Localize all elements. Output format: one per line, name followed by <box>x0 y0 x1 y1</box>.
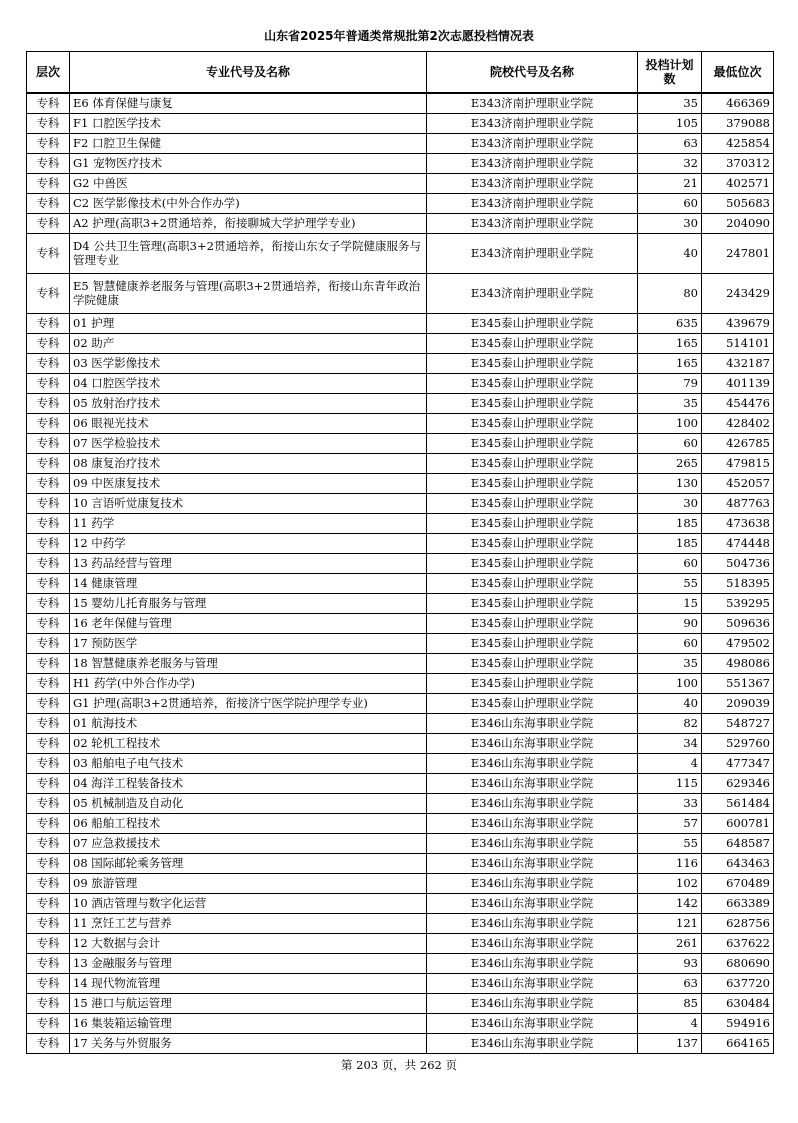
cell-level: 专科 <box>27 273 70 313</box>
table-row <box>27 933 774 953</box>
cell-major: 17 关务与外贸服务 <box>70 1033 427 1053</box>
table-row <box>27 1013 774 1033</box>
table-row <box>27 633 774 653</box>
cell-rank: 561484 <box>702 793 774 813</box>
cell-major: 01 护理 <box>70 313 427 333</box>
header-rank: 最低位次 <box>702 52 774 94</box>
cell-rank: 452057 <box>702 473 774 493</box>
cell-plan: 185 <box>638 533 702 553</box>
cell-school: E345泰山护理职业学院 <box>427 413 638 433</box>
cell-school: E346山东海事职业学院 <box>427 773 638 793</box>
cell-plan: 57 <box>638 813 702 833</box>
cell-rank: 426785 <box>702 433 774 453</box>
cell-rank: 498086 <box>702 653 774 673</box>
cell-major: 08 国际邮轮乘务管理 <box>70 853 427 873</box>
table-row <box>27 553 774 573</box>
cell-rank: 204090 <box>702 213 774 233</box>
header-school: 院校代号及名称 <box>427 52 638 94</box>
table-row <box>27 193 774 213</box>
cell-plan: 102 <box>638 873 702 893</box>
cell-school: E343济南护理职业学院 <box>427 113 638 133</box>
cell-plan: 137 <box>638 1033 702 1053</box>
table-row <box>27 653 774 673</box>
cell-level: 专科 <box>27 353 70 373</box>
cell-rank: 479815 <box>702 453 774 473</box>
cell-school: E343济南护理职业学院 <box>427 93 638 113</box>
cell-major: 01 航海技术 <box>70 713 427 733</box>
cell-school: E346山东海事职业学院 <box>427 993 638 1013</box>
cell-level: 专科 <box>27 673 70 693</box>
cell-plan: 261 <box>638 933 702 953</box>
cell-level: 专科 <box>27 693 70 713</box>
cell-major: E6 体育保健与康复 <box>70 93 427 113</box>
cell-major: 12 大数据与会计 <box>70 933 427 953</box>
table-row <box>27 813 774 833</box>
table-row <box>27 373 774 393</box>
cell-plan: 60 <box>638 193 702 213</box>
table-row <box>27 693 774 713</box>
cell-level: 专科 <box>27 113 70 133</box>
cell-major: 05 机械制造及自动化 <box>70 793 427 813</box>
table-row <box>27 913 774 933</box>
cell-plan: 85 <box>638 993 702 1013</box>
cell-major: 02 轮机工程技术 <box>70 733 427 753</box>
cell-school: E343济南护理职业学院 <box>427 233 638 273</box>
table-header-row <box>27 52 774 94</box>
cell-school: E345泰山护理职业学院 <box>427 473 638 493</box>
cell-rank: 370312 <box>702 153 774 173</box>
header-major: 专业代号及名称 <box>70 52 427 94</box>
cell-school: E343济南护理职业学院 <box>427 273 638 313</box>
cell-plan: 55 <box>638 833 702 853</box>
cell-major: 07 应急救援技术 <box>70 833 427 853</box>
cell-school: E345泰山护理职业学院 <box>427 573 638 593</box>
cell-rank: 439679 <box>702 313 774 333</box>
table-row <box>27 993 774 1013</box>
cell-level: 专科 <box>27 173 70 193</box>
cell-plan: 35 <box>638 393 702 413</box>
cell-major: G2 中兽医 <box>70 173 427 193</box>
cell-rank: 402571 <box>702 173 774 193</box>
cell-plan: 35 <box>638 93 702 113</box>
cell-major: H1 药学(中外合作办学) <box>70 673 427 693</box>
cell-school: E346山东海事职业学院 <box>427 1033 638 1053</box>
table-row <box>27 353 774 373</box>
cell-plan: 105 <box>638 113 702 133</box>
cell-level: 专科 <box>27 153 70 173</box>
cell-major: 10 酒店管理与数字化运营 <box>70 893 427 913</box>
cell-level: 专科 <box>27 373 70 393</box>
cell-rank: 247801 <box>702 233 774 273</box>
cell-major: 08 康复治疗技术 <box>70 453 427 473</box>
cell-level: 专科 <box>27 633 70 653</box>
cell-rank: 637622 <box>702 933 774 953</box>
cell-level: 专科 <box>27 653 70 673</box>
cell-major: 18 智慧健康养老服务与管理 <box>70 653 427 673</box>
table-row <box>27 313 774 333</box>
cell-rank: 473638 <box>702 513 774 533</box>
cell-level: 专科 <box>27 433 70 453</box>
cell-major: 16 老年保健与管理 <box>70 613 427 633</box>
cell-level: 专科 <box>27 753 70 773</box>
table-row <box>27 533 774 553</box>
table-row <box>27 793 774 813</box>
cell-school: E346山东海事职业学院 <box>427 793 638 813</box>
cell-school: E343济南护理职业学院 <box>427 153 638 173</box>
header-plan: 投档计划数 <box>638 52 702 94</box>
cell-rank: 539295 <box>702 593 774 613</box>
table-row <box>27 393 774 413</box>
cell-level: 专科 <box>27 953 70 973</box>
cell-school: E346山东海事职业学院 <box>427 853 638 873</box>
cell-school: E343济南护理职业学院 <box>427 193 638 213</box>
cell-plan: 93 <box>638 953 702 973</box>
cell-major: 03 船舶电子电气技术 <box>70 753 427 773</box>
cell-major: A2 护理(高职3+2贯通培养，衔接聊城大学护理学专业) <box>70 213 427 233</box>
cell-plan: 60 <box>638 633 702 653</box>
table-row <box>27 833 774 853</box>
cell-plan: 21 <box>638 173 702 193</box>
cell-level: 专科 <box>27 993 70 1013</box>
cell-rank: 600781 <box>702 813 774 833</box>
table-row <box>27 213 774 233</box>
cell-plan: 34 <box>638 733 702 753</box>
table-row <box>27 473 774 493</box>
cell-major: 05 放射治疗技术 <box>70 393 427 413</box>
cell-major: 04 口腔医学技术 <box>70 373 427 393</box>
cell-school: E345泰山护理职业学院 <box>427 493 638 513</box>
cell-major: 03 医学影像技术 <box>70 353 427 373</box>
cell-school: E345泰山护理职业学院 <box>427 313 638 333</box>
cell-plan: 82 <box>638 713 702 733</box>
table-row <box>27 93 774 113</box>
cell-rank: 432187 <box>702 353 774 373</box>
cell-major: 13 金融服务与管理 <box>70 953 427 973</box>
cell-major: G1 护理(高职3+2贯通培养，衔接济宁医学院护理学专业) <box>70 693 427 713</box>
cell-rank: 628756 <box>702 913 774 933</box>
cell-rank: 664165 <box>702 1033 774 1053</box>
cell-level: 专科 <box>27 473 70 493</box>
table-row <box>27 413 774 433</box>
cell-school: E346山东海事职业学院 <box>427 873 638 893</box>
cell-major: C2 医学影像技术(中外合作办学) <box>70 193 427 213</box>
cell-level: 专科 <box>27 213 70 233</box>
table-row <box>27 853 774 873</box>
cell-rank: 504736 <box>702 553 774 573</box>
cell-major: 10 言语听觉康复技术 <box>70 493 427 513</box>
cell-school: E346山东海事职业学院 <box>427 933 638 953</box>
cell-rank: 509636 <box>702 613 774 633</box>
cell-school: E345泰山护理职业学院 <box>427 513 638 533</box>
cell-level: 专科 <box>27 413 70 433</box>
page-number: 第 203 页，共 262 页 <box>340 1058 458 1072</box>
table-row <box>27 493 774 513</box>
cell-rank: 548727 <box>702 713 774 733</box>
cell-level: 专科 <box>27 193 70 213</box>
cell-rank: 529760 <box>702 733 774 753</box>
cell-plan: 90 <box>638 613 702 633</box>
cell-level: 专科 <box>27 453 70 473</box>
cell-plan: 79 <box>638 373 702 393</box>
cell-school: E345泰山护理职业学院 <box>427 633 638 653</box>
cell-school: E345泰山护理职业学院 <box>427 373 638 393</box>
cell-school: E346山东海事职业学院 <box>427 713 638 733</box>
cell-plan: 60 <box>638 433 702 453</box>
cell-level: 专科 <box>27 973 70 993</box>
cell-rank: 594916 <box>702 1013 774 1033</box>
cell-rank: 643463 <box>702 853 774 873</box>
table-row <box>27 133 774 153</box>
cell-major: 04 海洋工程装备技术 <box>70 773 427 793</box>
cell-school: E343济南护理职业学院 <box>427 133 638 153</box>
cell-plan: 32 <box>638 153 702 173</box>
cell-level: 专科 <box>27 553 70 573</box>
cell-rank: 680690 <box>702 953 774 973</box>
cell-major: 11 药学 <box>70 513 427 533</box>
cell-plan: 35 <box>638 653 702 673</box>
table-row <box>27 973 774 993</box>
cell-level: 专科 <box>27 873 70 893</box>
cell-level: 专科 <box>27 593 70 613</box>
cell-school: E346山东海事职业学院 <box>427 733 638 753</box>
cell-school: E345泰山护理职业学院 <box>427 333 638 353</box>
cell-plan: 100 <box>638 413 702 433</box>
cell-school: E346山东海事职业学院 <box>427 913 638 933</box>
cell-school: E345泰山护理职业学院 <box>427 693 638 713</box>
cell-school: E345泰山护理职业学院 <box>427 593 638 613</box>
cell-major: 07 医学检验技术 <box>70 433 427 453</box>
cell-plan: 165 <box>638 333 702 353</box>
cell-school: E343济南护理职业学院 <box>427 213 638 233</box>
cell-level: 专科 <box>27 773 70 793</box>
cell-school: E345泰山护理职业学院 <box>427 673 638 693</box>
cell-level: 专科 <box>27 833 70 853</box>
cell-major: G1 宠物医疗技术 <box>70 153 427 173</box>
cell-major: 12 中药学 <box>70 533 427 553</box>
cell-school: E345泰山护理职业学院 <box>427 653 638 673</box>
cell-level: 专科 <box>27 613 70 633</box>
cell-plan: 30 <box>638 213 702 233</box>
table-row <box>27 453 774 473</box>
table-row <box>27 593 774 613</box>
cell-level: 专科 <box>27 813 70 833</box>
table-row <box>27 893 774 913</box>
cell-level: 专科 <box>27 513 70 533</box>
cell-plan: 115 <box>638 773 702 793</box>
cell-rank: 477347 <box>702 753 774 773</box>
cell-major: 17 预防医学 <box>70 633 427 653</box>
cell-school: E346山东海事职业学院 <box>427 1013 638 1033</box>
table-row <box>27 753 774 773</box>
cell-major: 09 旅游管理 <box>70 873 427 893</box>
cell-rank: 629346 <box>702 773 774 793</box>
cell-plan: 130 <box>638 473 702 493</box>
page-title: 山东省2025年普通类常规批第2次志愿投档情况表 <box>264 29 534 43</box>
table-row <box>27 333 774 353</box>
cell-school: E345泰山护理职业学院 <box>427 393 638 413</box>
cell-rank: 428402 <box>702 413 774 433</box>
cell-plan: 116 <box>638 853 702 873</box>
cell-school: E345泰山护理职业学院 <box>427 453 638 473</box>
cell-school: E345泰山护理职业学院 <box>427 353 638 373</box>
cell-major: 06 眼视光技术 <box>70 413 427 433</box>
table-row <box>27 673 774 693</box>
table-row <box>27 713 774 733</box>
cell-plan: 121 <box>638 913 702 933</box>
cell-level: 专科 <box>27 913 70 933</box>
cell-plan: 33 <box>638 793 702 813</box>
cell-major: 14 现代物流管理 <box>70 973 427 993</box>
cell-major: 14 健康管理 <box>70 573 427 593</box>
cell-plan: 40 <box>638 693 702 713</box>
cell-major: 13 药品经营与管理 <box>70 553 427 573</box>
cell-school: E343济南护理职业学院 <box>427 173 638 193</box>
cell-school: E346山东海事职业学院 <box>427 973 638 993</box>
cell-plan: 265 <box>638 453 702 473</box>
table-row <box>27 273 774 313</box>
table-row <box>27 613 774 633</box>
cell-rank: 474448 <box>702 533 774 553</box>
cell-plan: 185 <box>638 513 702 533</box>
cell-level: 专科 <box>27 933 70 953</box>
cell-plan: 63 <box>638 973 702 993</box>
cell-rank: 514101 <box>702 333 774 353</box>
table-row <box>27 153 774 173</box>
cell-rank: 425854 <box>702 133 774 153</box>
table-row <box>27 1033 774 1053</box>
cell-rank: 663389 <box>702 893 774 913</box>
cell-level: 专科 <box>27 233 70 273</box>
cell-plan: 165 <box>638 353 702 373</box>
cell-major: 11 烹饪工艺与营养 <box>70 913 427 933</box>
table-row <box>27 113 774 133</box>
cell-major: 06 船舶工程技术 <box>70 813 427 833</box>
cell-major: 16 集装箱运输管理 <box>70 1013 427 1033</box>
cell-rank: 401139 <box>702 373 774 393</box>
cell-plan: 15 <box>638 593 702 613</box>
cell-school: E346山东海事职业学院 <box>427 953 638 973</box>
table-row <box>27 433 774 453</box>
cell-major: D4 公共卫生管理(高职3+2贯通培养，衔接山东女子学院健康服务与管理专业 <box>70 233 427 273</box>
table-row <box>27 873 774 893</box>
admission-table <box>26 51 774 1054</box>
cell-plan: 4 <box>638 1013 702 1033</box>
cell-plan: 55 <box>638 573 702 593</box>
table-row <box>27 513 774 533</box>
cell-major: 15 婴幼儿托育服务与管理 <box>70 593 427 613</box>
cell-level: 专科 <box>27 533 70 553</box>
cell-major: 09 中医康复技术 <box>70 473 427 493</box>
cell-major: 02 助产 <box>70 333 427 353</box>
cell-rank: 209039 <box>702 693 774 713</box>
cell-school: E345泰山护理职业学院 <box>427 613 638 633</box>
cell-plan: 30 <box>638 493 702 513</box>
cell-plan: 60 <box>638 553 702 573</box>
cell-rank: 466369 <box>702 93 774 113</box>
cell-school: E346山东海事职业学院 <box>427 833 638 853</box>
table-row <box>27 173 774 193</box>
cell-plan: 100 <box>638 673 702 693</box>
cell-level: 专科 <box>27 393 70 413</box>
cell-level: 专科 <box>27 313 70 333</box>
cell-rank: 551367 <box>702 673 774 693</box>
cell-rank: 487763 <box>702 493 774 513</box>
cell-level: 专科 <box>27 713 70 733</box>
table-row <box>27 953 774 973</box>
cell-school: E345泰山护理职业学院 <box>427 553 638 573</box>
cell-level: 专科 <box>27 573 70 593</box>
cell-level: 专科 <box>27 93 70 113</box>
cell-major: E5 智慧健康养老服务与管理(高职3+2贯通培养，衔接山东青年政治学院健康 <box>70 273 427 313</box>
header-level: 层次 <box>27 52 70 94</box>
cell-school: E345泰山护理职业学院 <box>427 433 638 453</box>
table-row <box>27 733 774 753</box>
cell-rank: 670489 <box>702 873 774 893</box>
cell-plan: 4 <box>638 753 702 773</box>
cell-major: F2 口腔卫生保健 <box>70 133 427 153</box>
cell-level: 专科 <box>27 1013 70 1033</box>
cell-level: 专科 <box>27 733 70 753</box>
cell-level: 专科 <box>27 893 70 913</box>
cell-plan: 142 <box>638 893 702 913</box>
cell-level: 专科 <box>27 493 70 513</box>
cell-level: 专科 <box>27 793 70 813</box>
cell-rank: 479502 <box>702 633 774 653</box>
cell-school: E346山东海事职业学院 <box>427 813 638 833</box>
cell-rank: 243429 <box>702 273 774 313</box>
cell-school: E345泰山护理职业学院 <box>427 533 638 553</box>
cell-rank: 454476 <box>702 393 774 413</box>
cell-school: E346山东海事职业学院 <box>427 753 638 773</box>
cell-rank: 630484 <box>702 993 774 1013</box>
cell-rank: 505683 <box>702 193 774 213</box>
cell-rank: 379088 <box>702 113 774 133</box>
cell-rank: 648587 <box>702 833 774 853</box>
table-row <box>27 573 774 593</box>
cell-level: 专科 <box>27 853 70 873</box>
cell-level: 专科 <box>27 1033 70 1053</box>
cell-plan: 40 <box>638 233 702 273</box>
cell-rank: 518395 <box>702 573 774 593</box>
table-row <box>27 773 774 793</box>
cell-plan: 63 <box>638 133 702 153</box>
cell-major: 15 港口与航运管理 <box>70 993 427 1013</box>
cell-level: 专科 <box>27 133 70 153</box>
cell-plan: 80 <box>638 273 702 313</box>
cell-major: F1 口腔医学技术 <box>70 113 427 133</box>
cell-school: E346山东海事职业学院 <box>427 893 638 913</box>
cell-rank: 637720 <box>702 973 774 993</box>
table-row <box>27 233 774 273</box>
cell-level: 专科 <box>27 333 70 353</box>
cell-plan: 635 <box>638 313 702 333</box>
